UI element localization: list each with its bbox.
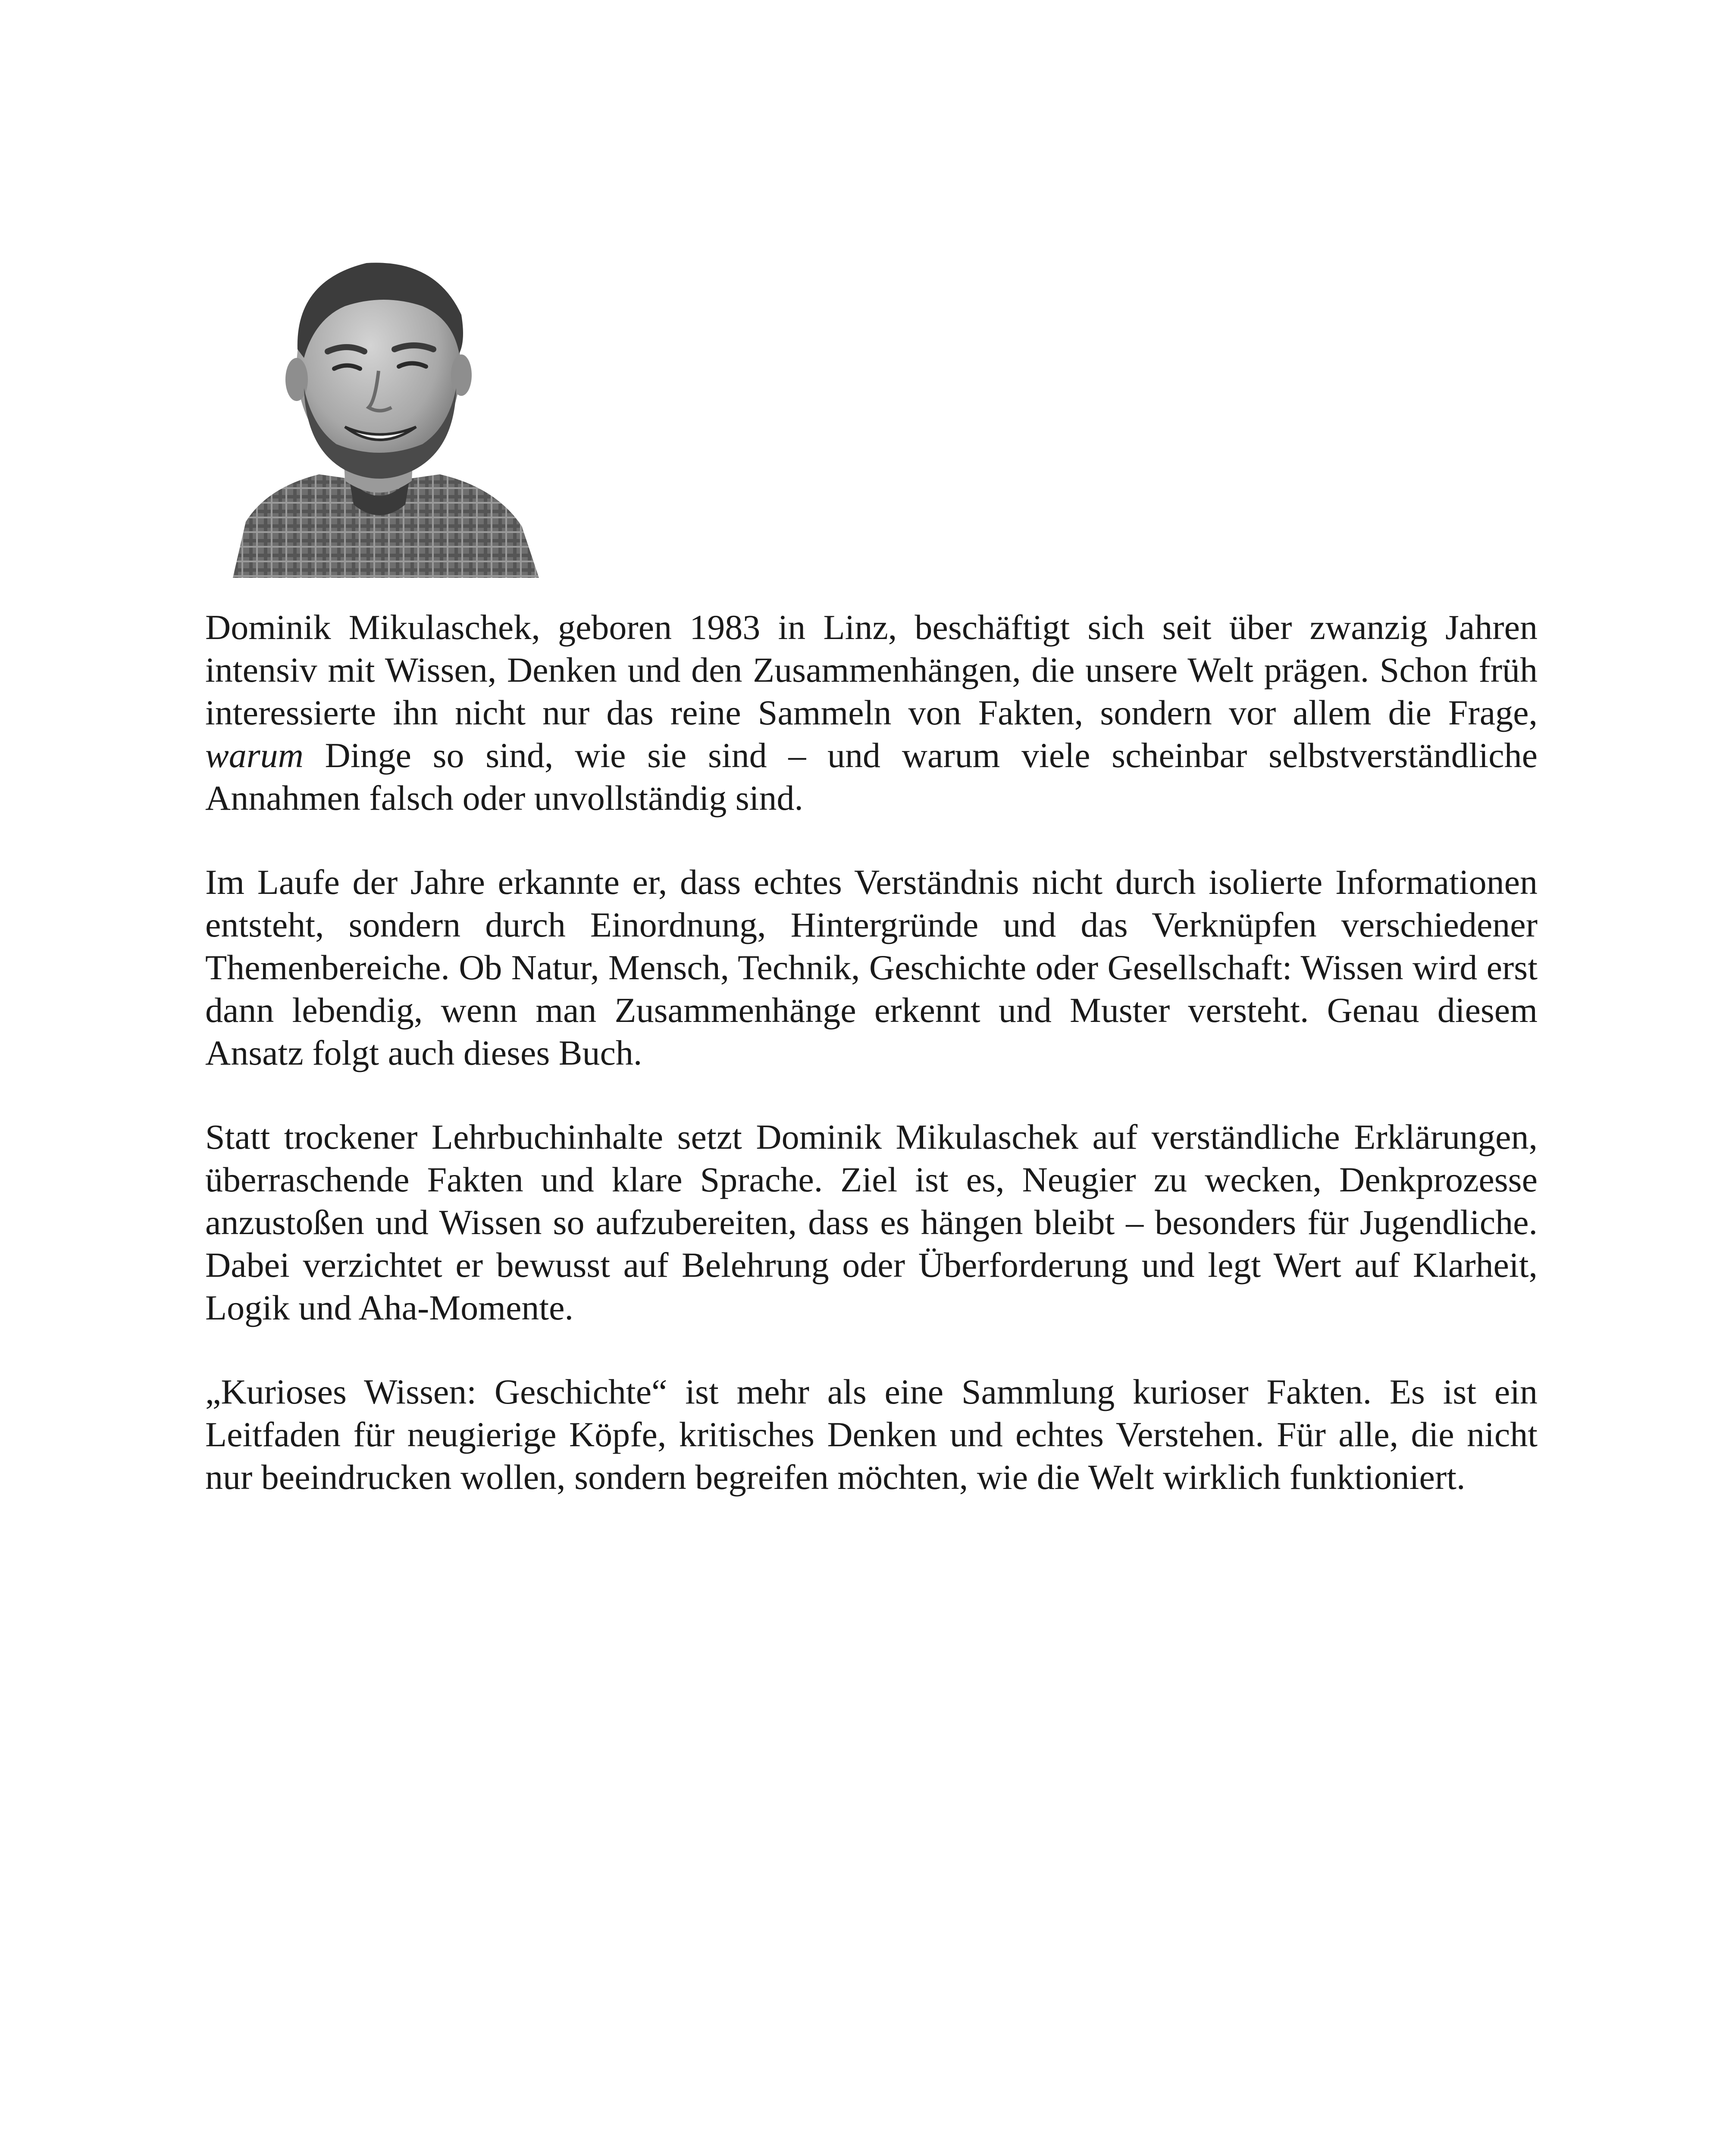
author-portrait-icon [220,246,539,578]
bio-paragraph-1-text-a: Dominik Mikulaschek, geboren 1983 in Linz, beschäftigt sich seit über zwanzig Jahren intensiv mit Wissen, Denken und den Zusammenhängen, die unsere Welt prägen. Schon früh interessierte ihn nicht nur das reine Sammeln von Fakten, sondern vor allem die Frage, [205,608,1538,732]
bio-paragraph-1-emphasis: warum [205,736,304,775]
bio-paragraph-1 [205,606,1538,819]
bio-paragraph-3: Statt trockener Lehrbuchinhalte setzt Dominik Mikulaschek auf verständliche Erklärungen, überraschende Fakten und klare Sprache. Ziel ist es, Neugier zu wecken, Denkprozesse anzustoßen und Wissen so aufzubereiten, dass es hängen bleibt – besonders für Jugendliche. Dabei verzichtet er bewusst auf Belehrung oder Überforderung und legt Wert auf Klarheit, Logik und Aha-Momente. [205,1117,1538,1327]
bio-paragraph-2: Im Laufe der Jahre erkannte er, dass echtes Verständnis nicht durch isolierte Informationen entsteht, sondern durch Einordnung, Hintergründe und das Verknüpfen verschiedener Themenbereiche. Ob Natur, Mensch, Technik, Geschichte oder Gesellschaft: Wissen wird erst dann lebendig, wenn man Zusammenhänge erkennt und Muster versteht. Genau diesem Ansatz folgt auch dieses Buch. [205,862,1538,1072]
bio-paragraph-4: „Kurioses Wissen: Geschichte“ ist mehr als eine Sammlung kurioser Fakten. Es ist ein Leitfaden für neugierige Köpfe, kritisches Denken und echtes Verstehen. Für alle, die nicht nur beeindrucken wollen, sondern begreifen möchten, wie die Welt wirklich funktioniert. [205,1372,1538,1497]
author-bio [205,606,1538,1498]
bio-paragraph-1-text-b: Dinge so sind, wie sie sind – und warum viele scheinbar selbstverständliche Annahmen falsch oder unvollständig sind. [205,736,1538,818]
